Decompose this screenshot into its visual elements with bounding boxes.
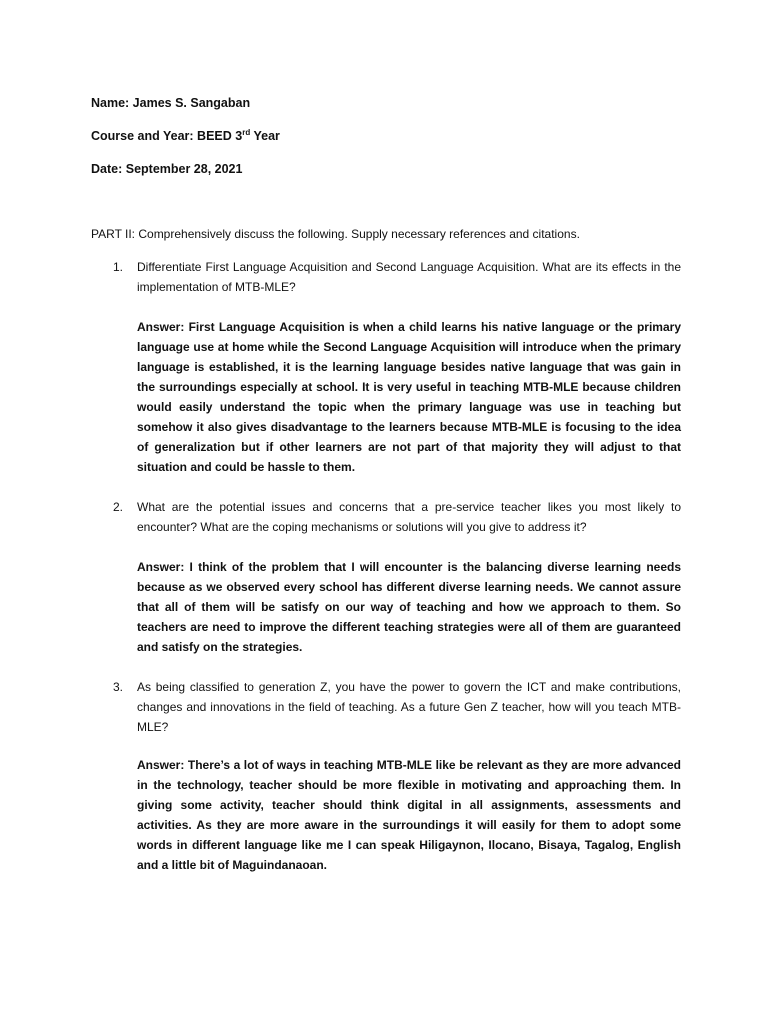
question-text: What are the potential issues and concerns that a pre-service teacher likes you most likely to encounter? What are the coping mechanisms or solutions will you give to address it? — [137, 500, 681, 534]
part-heading: PART II: Comprehensively discuss the following. Supply necessary references and citations. — [91, 227, 580, 241]
question-text: As being classified to generation Z, you have the power to govern the ICT and make contributions, changes and innovations in the field of teaching. As a future Gen Z teacher, how will you teach MTB-MLE? — [137, 680, 681, 734]
answer-text: Answer: There’s a lot of ways in teaching MTB-MLE like be relevant as they are more advanced in the technology, teacher should be more flexible in motivating and approaching them. In giving some activity, teacher should think digital in all assignments, assessments and activities. As they are more aware in the surroundings it will easily for them to adopt some words in different language like me I can speak Hiligaynon, Ilocano, Bisaya, Tagalog, English and a little bit of Maguindanaoan. — [137, 758, 681, 872]
question-number: 2. — [113, 500, 124, 514]
course-prefix: Course and Year: BEED 3 — [91, 129, 243, 143]
course-suffix: Year — [250, 129, 280, 143]
student-name: Name: James S. Sangaban — [91, 96, 251, 110]
answer-text: Answer: First Language Acquisition is when a child learns his native language or the primary language use at home while the Second Language Acquisition will introduce when the primary language is established, it is the learning language besides native language that was gain in the surroundings especially at school. It is very useful in teaching MTB-MLE because children would easily understand the topic when the primary language was use in teaching but somehow it also gives disadvantage to the learners because MTB-MLE is focusing to the idea of generalization but if other learners are not part of that majority they will adjust to that situation and could be hassle to them. — [137, 320, 681, 474]
answer-text: Answer: I think of the problem that I will encounter is the balancing diverse learning needs because as we observed every school has different diverse learning needs. We cannot assure that all of them will be satisfy on our way of teaching and how we approach to them. So teachers are need to improve the different teaching strategies were all of them are guaranteed and satisfy on the strategies. — [137, 560, 681, 654]
course-and-year — [91, 128, 280, 144]
question-text: Differentiate First Language Acquisition and Second Language Acquisition. What are its effects in the implementation of MTB-MLE? — [137, 260, 681, 294]
date-line: Date: September 28, 2021 — [91, 162, 243, 176]
course-superscript: rd — [242, 127, 251, 137]
question-number: 3. — [113, 680, 124, 694]
question-number: 1. — [113, 260, 124, 274]
